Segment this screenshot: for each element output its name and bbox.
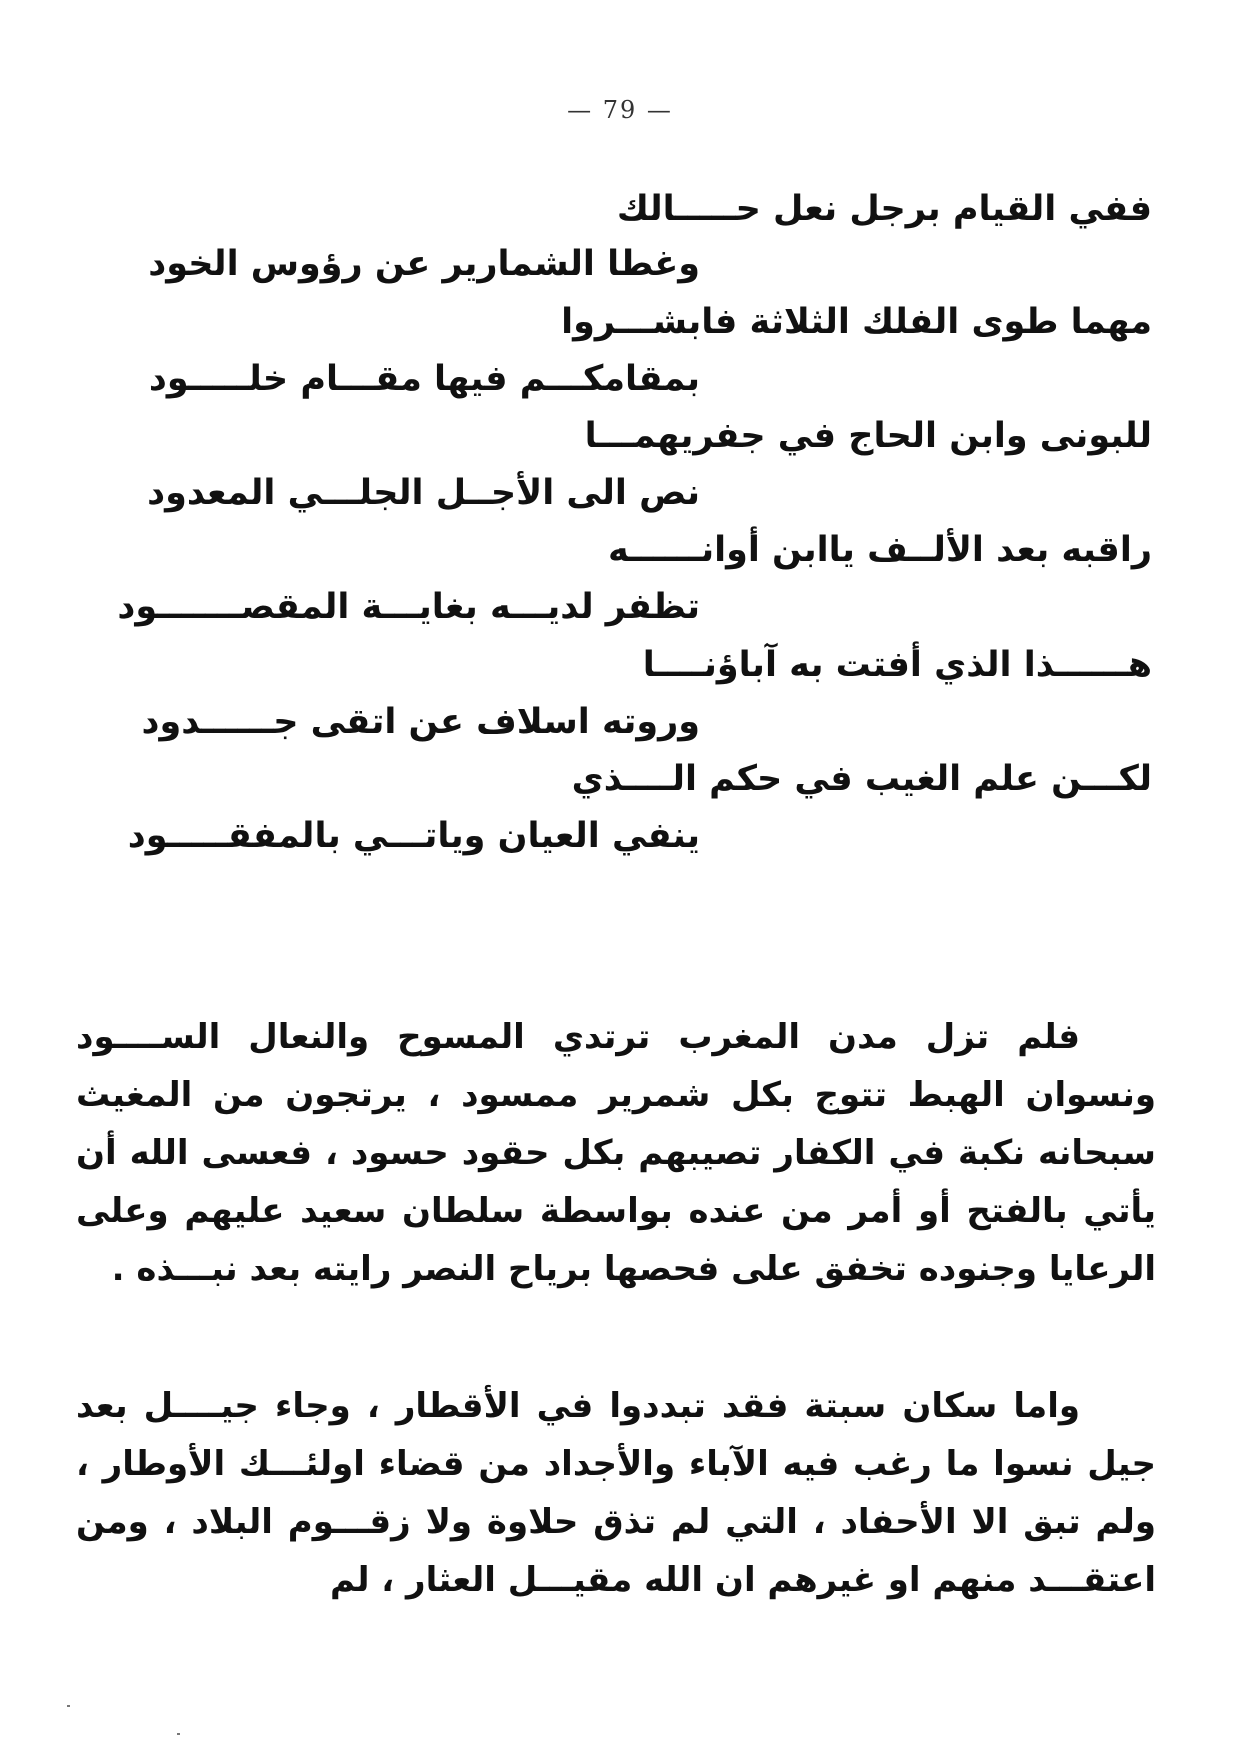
poem-line: تظفر لديـــه بغايـــة المقصـــــــود xyxy=(117,587,700,627)
poem-line: نص الى الأجــل الجلـــي المعدود xyxy=(147,473,700,513)
poem-line: لكـــن علم الغيب في حكم الــــذي xyxy=(571,759,1152,799)
scan-speck xyxy=(177,1733,180,1735)
poem-line: هــــــذا الذي أفتت به آباؤنــــا xyxy=(642,645,1152,685)
scan-speck xyxy=(67,1705,70,1707)
poem-line: راقبه بعد الألــف ياابن أوانــــــه xyxy=(607,530,1152,570)
body-paragraph: واما سكان سبتة فقد تبددوا في الأقطار ، وجاء جيــــل بعد جيل نسوا ما رغب فيه الآباء والأجداد من قضاء اولئـــك الأوطار ، ولم تبق الا الأحفاد ، التي لم تذق حلاوة ولا زقـــوم البلاد ، ومن اعتقـــد منهم او غيرهم ان الله مقيـــل العثار ، لم xyxy=(76,1386,1156,1600)
poem-line: وروته اسلاف عن اتقى جــــــدود xyxy=(141,702,700,742)
poem-line: بمقامكـــم فيها مقـــام خلـــــود xyxy=(148,359,700,399)
poem-line: للبونى وابن الحاج في جفريهمـــا xyxy=(584,416,1152,456)
poem-line: ففي القيام برجل نعل حـــــالك xyxy=(616,189,1152,229)
page-number: — 79 — xyxy=(567,96,673,124)
poem-line: مهما طوى الفلك الثلاثة فابشـــروا xyxy=(561,302,1152,342)
poem-line: وغطا الشمارير عن رؤوس الخود xyxy=(148,244,700,284)
poem-line: ينفي العيان وياتـــي بالمفقـــــود xyxy=(127,816,700,856)
body-paragraph: فلم تزل مدن المغرب ترتدي المسوح والنعال الســــود ونسوان الهبط تتوج بكل شمرير ممسود ، يرتجون من المغيث سبحانه نكبة في الكفار تصيبهم بكل حقود حسود ، فعسى الله أن يأتي بالفتح أو أمر من عنده بواسطة سلطان سعيد عليهم وعلى الرعايا وجنوده تخفق على فحصها برياح النصر رايته بعد نبـــذه . xyxy=(76,1017,1156,1289)
